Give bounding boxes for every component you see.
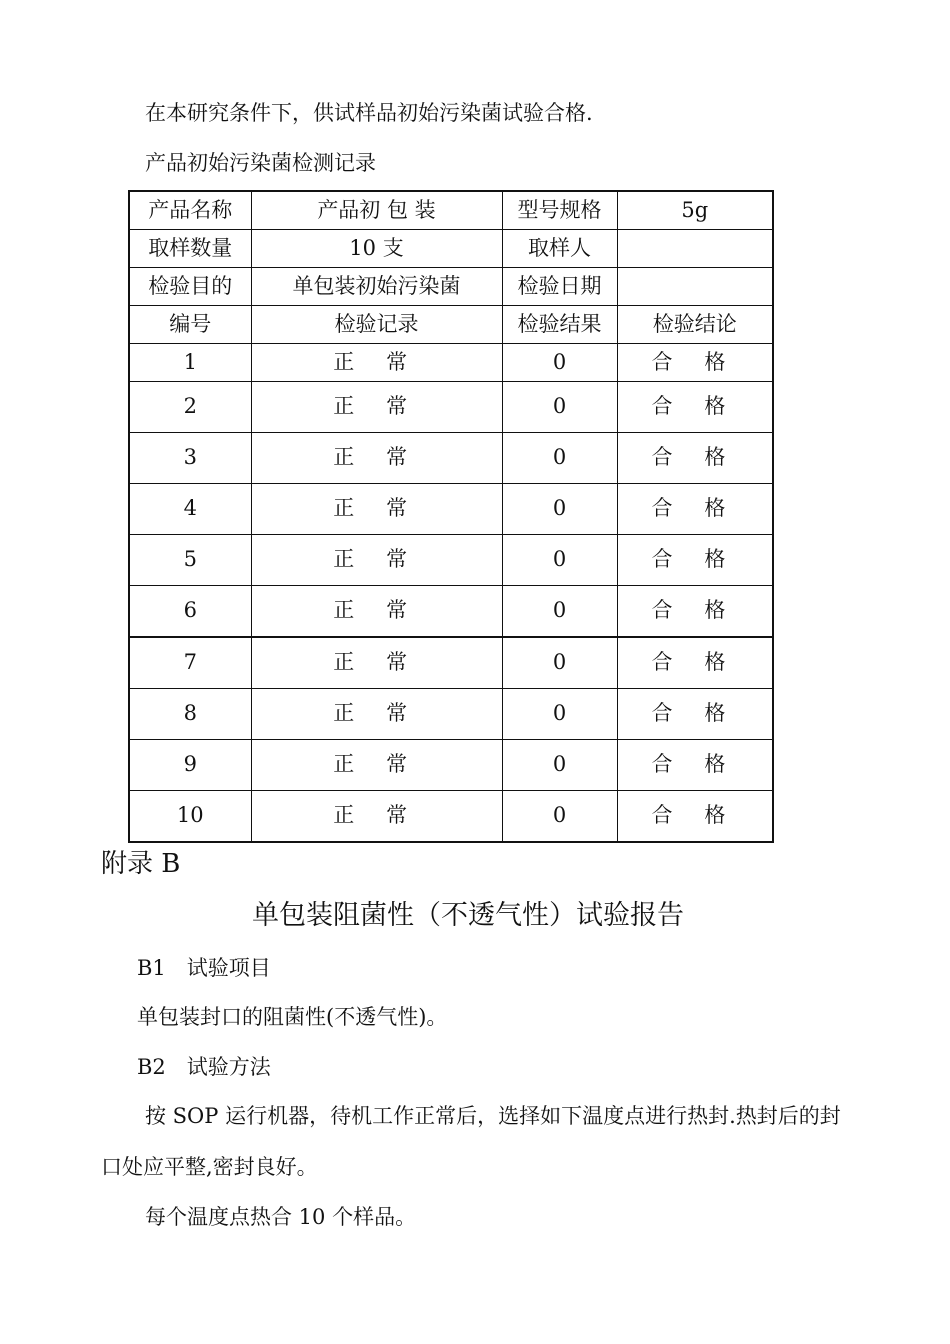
table-cell: 0 xyxy=(502,344,617,382)
table-cell: 0 xyxy=(502,433,617,484)
info-row xyxy=(129,268,773,306)
b2-paragraph-line1: 按 SOP 运行机器，待机工作正常后，选择如下温度点进行热封.热封后的封 xyxy=(145,1104,841,1128)
table-cell: 合 格 xyxy=(617,382,773,433)
table-cell: 检验结果 xyxy=(502,306,617,344)
table-cell: 合 格 xyxy=(617,740,773,791)
table-cell: 9 xyxy=(129,740,251,791)
table-cell: 6 xyxy=(129,586,251,638)
table-row xyxy=(129,586,773,638)
table-cell: 8 xyxy=(129,689,251,740)
table-row xyxy=(129,740,773,791)
header-row xyxy=(129,306,773,344)
table-cell: 合 格 xyxy=(617,344,773,382)
table-row xyxy=(129,344,773,382)
table-cell: 合 格 xyxy=(617,535,773,586)
table-cell: 正 常 xyxy=(251,689,502,740)
table-cell xyxy=(617,268,773,306)
table-cell: 正 常 xyxy=(251,586,502,638)
table-cell: 正 常 xyxy=(251,344,502,382)
table-cell: 合 格 xyxy=(617,689,773,740)
b2-paragraph-2: 每个温度点热合 10 个样品。 xyxy=(145,1205,417,1229)
table-cell: 0 xyxy=(502,586,617,638)
table-cell: 合 格 xyxy=(617,791,773,843)
record-table xyxy=(128,190,774,843)
table-row xyxy=(129,535,773,586)
table-cell: 0 xyxy=(502,535,617,586)
table-cell: 合 格 xyxy=(617,484,773,535)
table-row xyxy=(129,689,773,740)
b1-heading: B1 试验项目 xyxy=(137,956,271,980)
table-cell: 3 xyxy=(129,433,251,484)
table-cell: 取样人 xyxy=(502,230,617,268)
table-cell: 4 xyxy=(129,484,251,535)
table-cell: 单包装初始污染菌 xyxy=(251,268,502,306)
info-row xyxy=(129,191,773,230)
table-cell: 合 格 xyxy=(617,637,773,689)
table-cell: 0 xyxy=(502,484,617,535)
table-cell: 合 格 xyxy=(617,433,773,484)
table-row xyxy=(129,637,773,689)
table-cell: 型号规格 xyxy=(502,191,617,230)
table-cell: 产品名称 xyxy=(129,191,251,230)
table-cell: 合 格 xyxy=(617,586,773,638)
table-cell: 检验目的 xyxy=(129,268,251,306)
table-cell: 10 xyxy=(129,791,251,843)
table-cell: 0 xyxy=(502,791,617,843)
table-cell: 正 常 xyxy=(251,484,502,535)
table-cell: 10 支 xyxy=(251,230,502,268)
table-cell: 7 xyxy=(129,637,251,689)
table-cell: 2 xyxy=(129,382,251,433)
table-caption: 产品初始污染菌检测记录 xyxy=(145,151,376,175)
table-cell: 5 xyxy=(129,535,251,586)
info-row xyxy=(129,230,773,268)
b1-text: 单包装封口的阻菌性(不透气性)。 xyxy=(137,1005,448,1029)
table-cell: 检验结论 xyxy=(617,306,773,344)
table-cell: 正 常 xyxy=(251,740,502,791)
table-row xyxy=(129,791,773,843)
table-row xyxy=(129,382,773,433)
table-cell: 0 xyxy=(502,637,617,689)
report-title: 单包装阻菌性（不透气性）试验报告 xyxy=(252,900,684,931)
table-cell: 检验记录 xyxy=(251,306,502,344)
table-cell: 编号 xyxy=(129,306,251,344)
table-cell xyxy=(617,230,773,268)
intro-sentence: 在本研究条件下，供试样品初始污染菌试验合格. xyxy=(145,101,593,125)
table-cell: 正 常 xyxy=(251,791,502,843)
appendix-label: 附录 B xyxy=(101,849,181,879)
table-cell: 5g xyxy=(617,191,773,230)
table-cell: 0 xyxy=(502,740,617,791)
b2-heading: B2 试验方法 xyxy=(137,1055,271,1079)
table-cell: 0 xyxy=(502,382,617,433)
table-cell: 产品初 包 装 xyxy=(251,191,502,230)
table-cell: 正 常 xyxy=(251,535,502,586)
table-cell: 正 常 xyxy=(251,637,502,689)
table-row xyxy=(129,484,773,535)
table-cell: 取样数量 xyxy=(129,230,251,268)
table-cell: 正 常 xyxy=(251,433,502,484)
table-row xyxy=(129,433,773,484)
table-cell: 0 xyxy=(502,689,617,740)
b2-paragraph-line2: 口处应平整,密封良好。 xyxy=(101,1155,318,1179)
table-cell: 正 常 xyxy=(251,382,502,433)
table-cell: 1 xyxy=(129,344,251,382)
table-cell: 检验日期 xyxy=(502,268,617,306)
